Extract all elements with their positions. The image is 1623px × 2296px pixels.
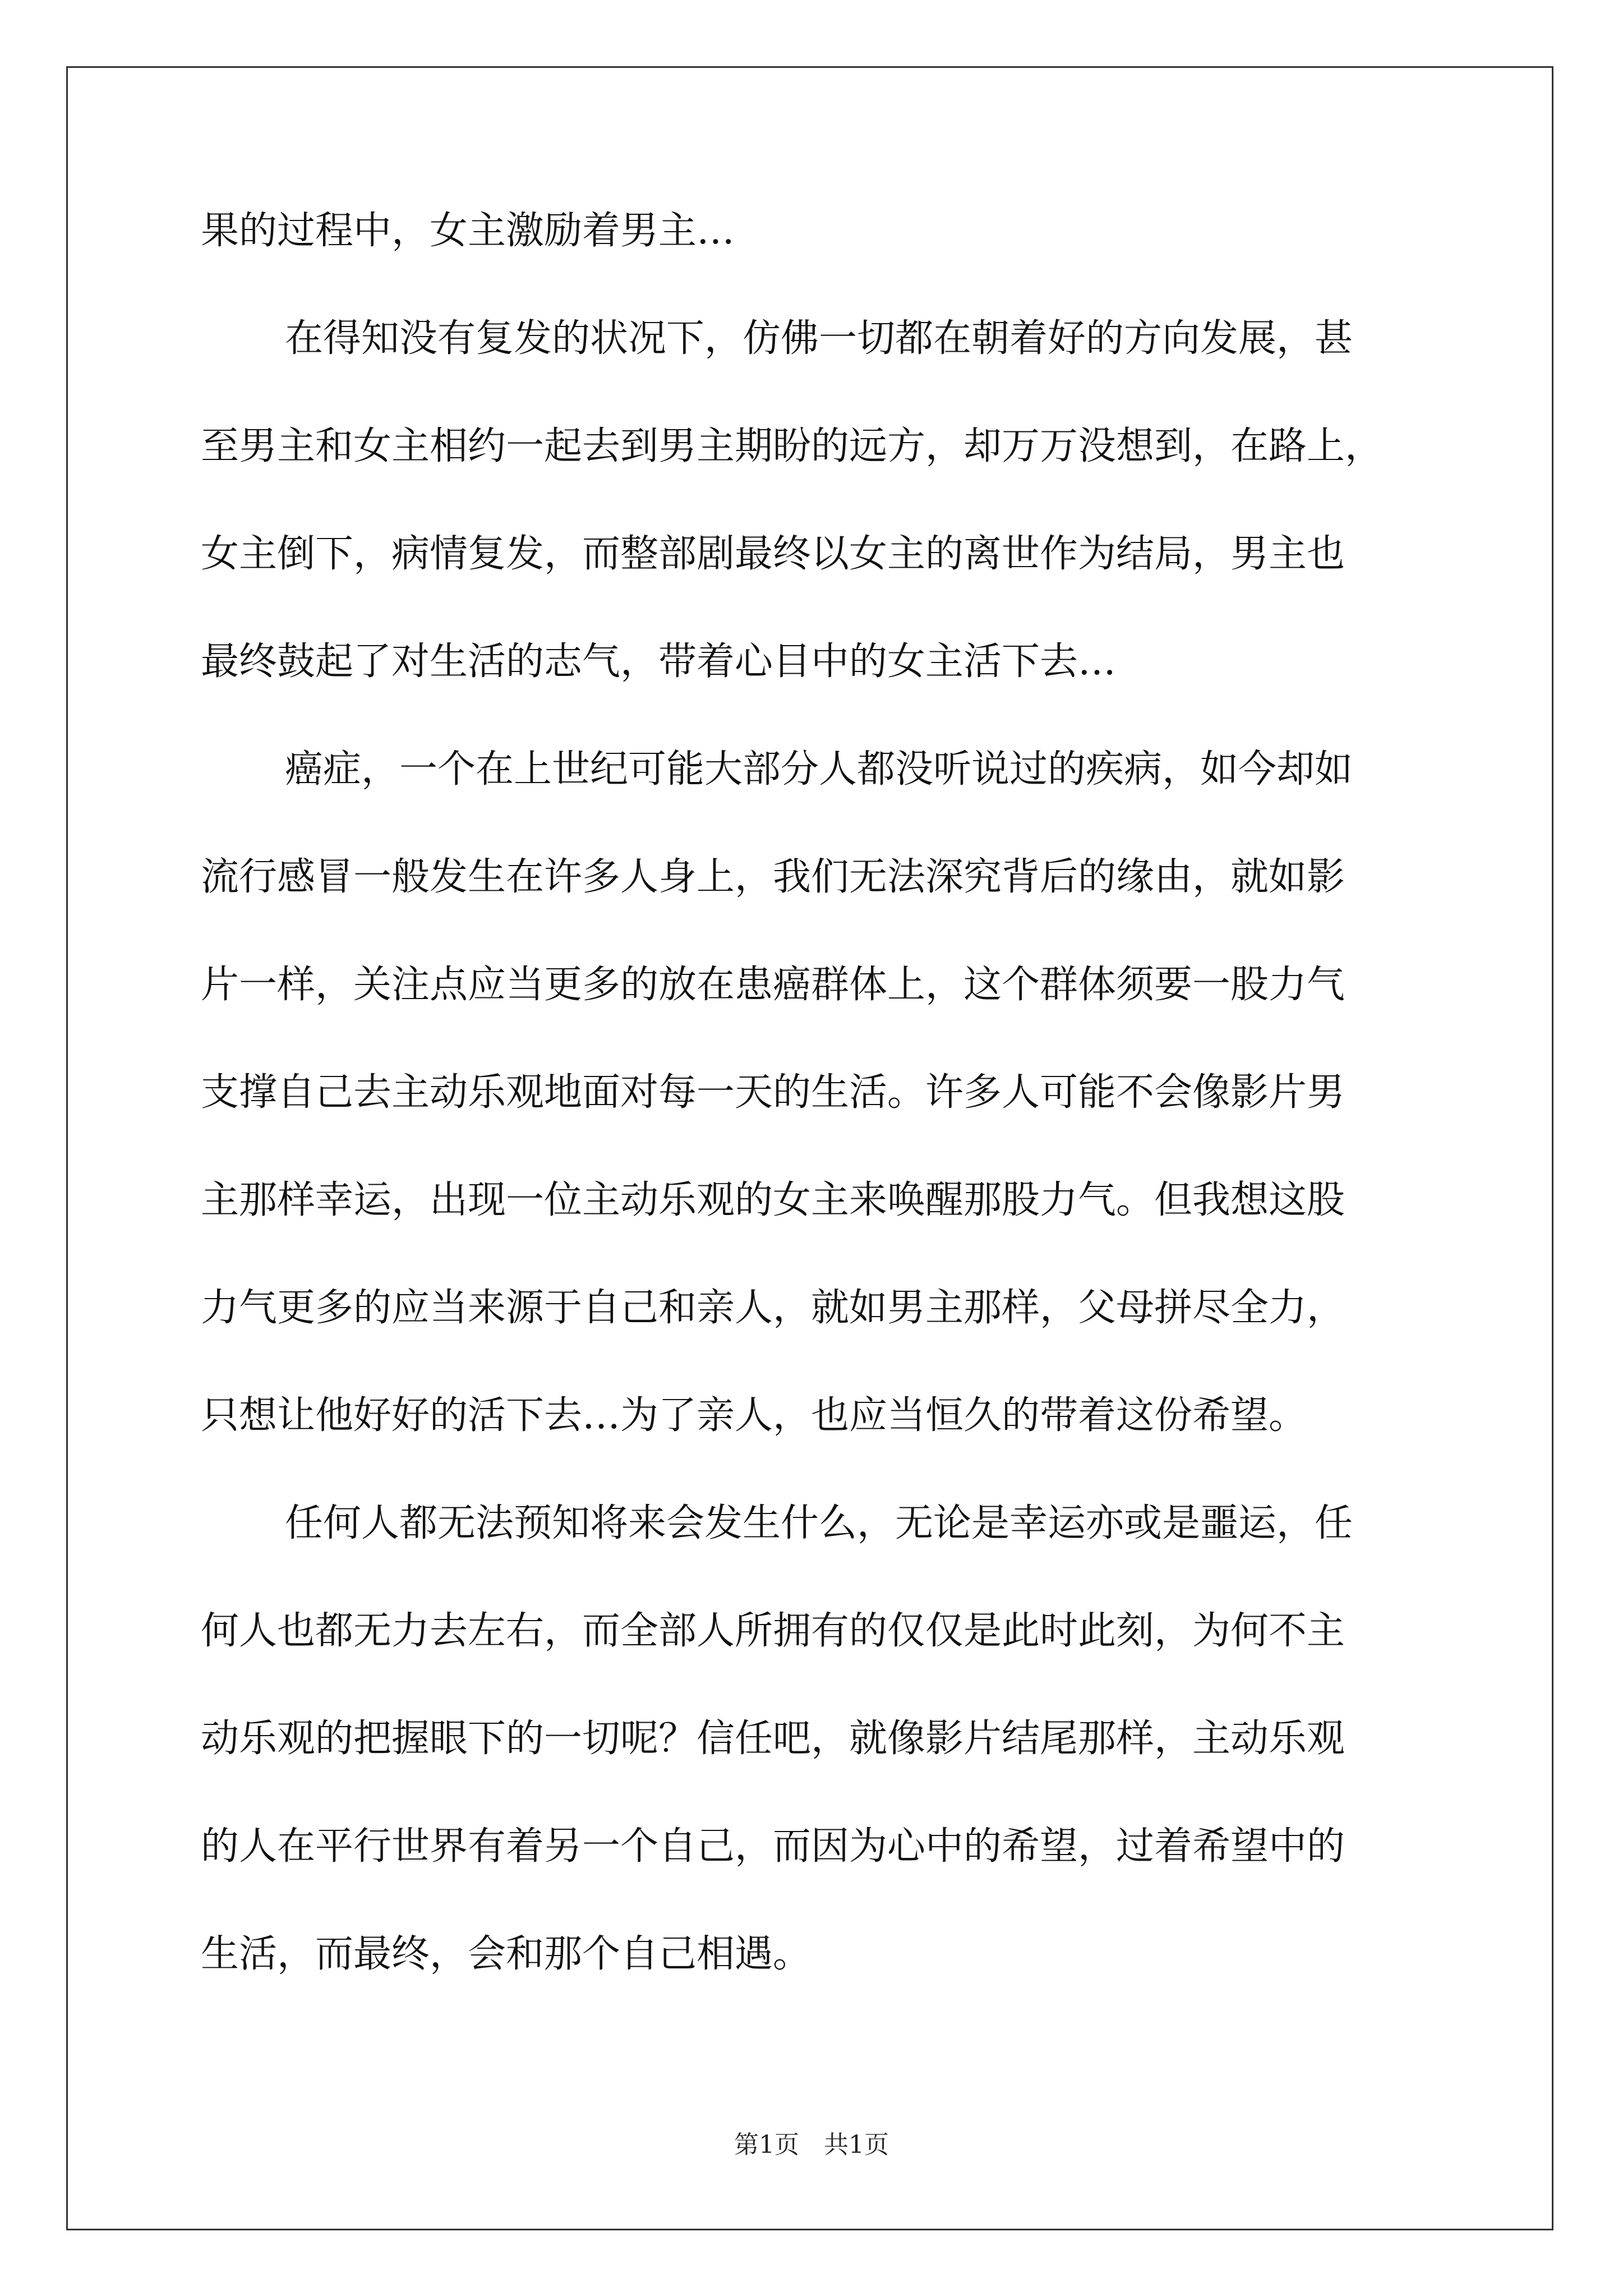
text-line: 流行感冒一般发生在许多人身上，我们无法深究背后的缘由，就如影 [201,855,1345,899]
text-line: 动乐观的把握眼下的一切呢？信任吧，就像影片结尾那样，主动乐观 [201,1717,1345,1761]
text-line: 支撑自己去主动乐观地面对每一天的生活。许多人可能不会像影片男 [201,1070,1345,1115]
text-line: 何人也都无力去左右，而全部人所拥有的仅仅是此时此刻，为何不主 [201,1609,1345,1653]
text-line: 任何人都无法预知将来会发生什么，无论是幸运亦或是噩运，任 [285,1501,1353,1545]
text-line: 最终鼓起了对生活的志气，带着心目中的女主活下去… [201,639,1117,684]
text-line: 癌症，一个在上世纪可能大部分人都没听说过的疾病，如今却如 [285,747,1353,792]
text-line: 女主倒下，病情复发，而整部剧最终以女主的离世作为结局，男主也 [201,532,1345,576]
page-number: 第1页 共1页 [734,2131,889,2159]
page-border [66,66,1553,2230]
text-line: 至男主和女主相约一起去到男主期盼的远方，却万万没想到，在路上， [201,424,1384,468]
text-line: 的人在平行世界有着另一个自己，而因为心中的希望，过着希望中的 [201,1824,1345,1869]
text-line: 主那样幸运，出现一位主动乐观的女主来唤醒那股力气。但我想这股 [201,1178,1345,1222]
text-line: 在得知没有复发的状况下，仿佛一切都在朝着好的方向发展，甚 [285,316,1353,361]
text-line: 果的过程中，女主激励着男主… [201,209,735,253]
text-line: 力气更多的应当来源于自己和亲人，就如男主那样，父母拼尽全力， [201,1286,1345,1330]
text-line: 只想让他好好的活下去…为了亲人，也应当恒久的带着这份希望。 [201,1393,1307,1438]
text-line: 生活，而最终，会和那个自己相遇。 [201,1932,811,1976]
text-line: 片一样，关注点应当更多的放在患癌群体上，这个群体须要一股力气 [201,963,1345,1007]
